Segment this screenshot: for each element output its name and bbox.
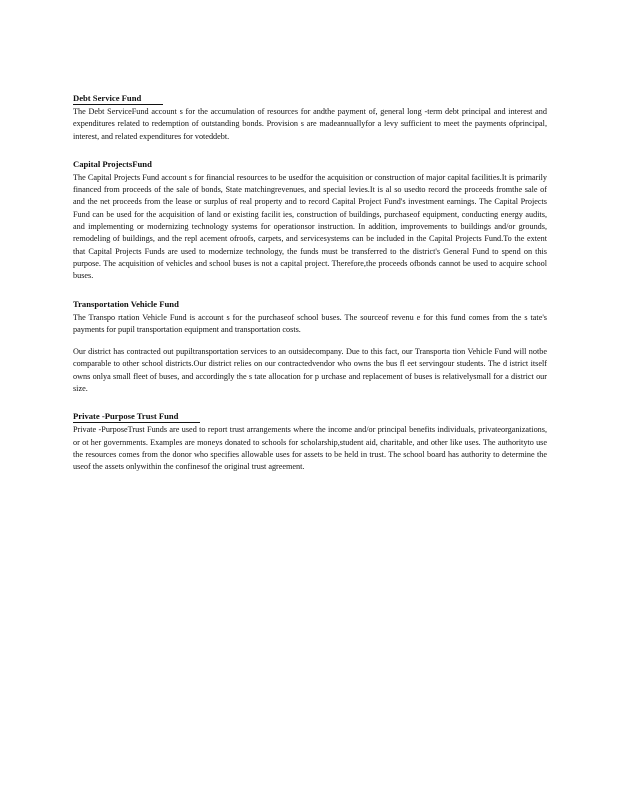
section-heading: Private -Purpose Trust Fund <box>73 410 200 423</box>
section-debt-service-fund <box>73 88 547 143</box>
section-heading: Debt Service Fund <box>73 92 163 105</box>
section-transportation-vehicle-fund <box>73 294 547 396</box>
paragraph: Our district has contracted out pupiltransportation services to an outsidecompany. Due to this fact, our Transporta tion Vehicle Fund will notbe comparable to other school districts.Our district relies on our contractedvendor who owns the bus fl eet servingour students. The d istrict itself owns onlya small fleet of buses, and accordingly the s tate allocation for p urchase and replacement of buses is relativelysmall for a district our size. <box>73 347 547 394</box>
paragraph: The Debt ServiceFund account s for the accumulation of resources for andthe payment of, general long -term debt principal and interest and expenditures related to redemption of outstanding bonds. Provision s are madeannuallyfor a levy sufficient to meet the payments ofprincipal, interest, and related expenditures for voteddebt. <box>73 107 547 141</box>
paragraph: The Capital Projects Fund account s for financial resources to be usedfor the acquisition or construction of major capital facilities.It is primarily financed from proceeds of the sale of bonds, State matchingrevenues, and special levies.It is al so usedto record the proceeds fromthe sale of and the net proceeds from the lease or surplus of real property and to record Capital Project Fund's investment earnings. The Capital Projects Fund can be used for the acquisition of land or existing facilit ies, construction of buildings, purchaseof equipment, conducting energy audits, and implementing or modernizing technology systems for operationsor instruction. In addition, improvements to buildings and/or grounds, remodeling of buildings, and the repl acement ofroofs, carpets, and servicesystems can be included in the Capital Projects Fund.To the extent that Capital Projects Funds are used to modernize technology, the funds must be transferred to the district's General Fund to spend on this purpose. The acquisition of vehicles and school buses is not a capital project. Therefore,the proceeds ofbonds cannot be used to acquire school buses. <box>73 172 547 281</box>
paragraph: Private -PurposeTrust Funds are used to report trust arrangements where the income and/or principal benefits individuals, privateorganizations, or ot her governments. Examples are moneys donated to schools for scholarship,student aid, charitable, and other like uses. The authorityto use the resources comes from the donor who specifies allowable uses for assets to be held in trust. The school board has authority to determine the useof the assets onlywithin the confinesof the original trust agreement. <box>73 425 547 472</box>
document-page <box>73 88 547 485</box>
section-private-purpose-trust-fund <box>73 406 547 473</box>
section-heading: Capital ProjectsFund <box>73 158 152 169</box>
section-heading: Transportation Vehicle Fund <box>73 298 179 309</box>
section-capital-projects-fund <box>73 154 547 283</box>
paragraph: The Transpo rtation Vehicle Fund is account s for the purchaseof school buses. The sourceof revenu e for this fund comes from the s tate's payments for pupil transportation equipment and transportation costs. <box>73 312 547 334</box>
